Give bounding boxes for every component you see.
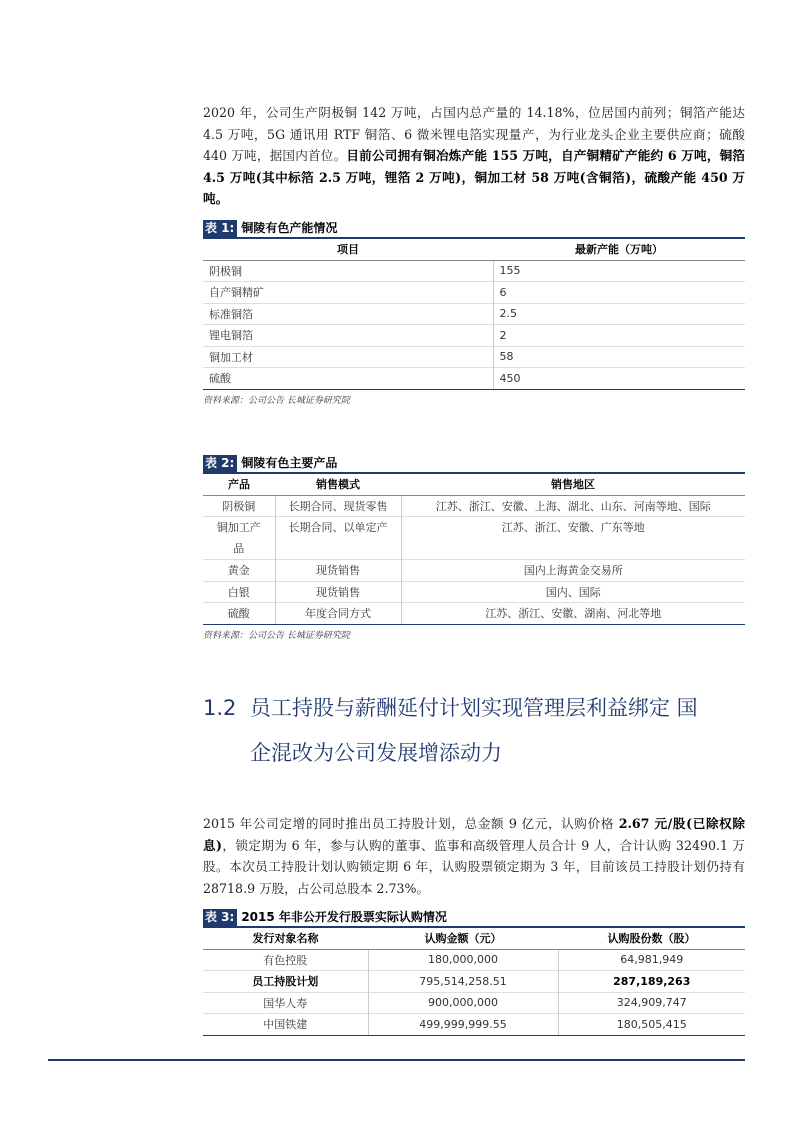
table-row — [203, 282, 745, 304]
table2-cell: 黄金 — [203, 560, 275, 582]
table2-number: 表 2: — [203, 455, 237, 472]
table1-header-row — [203, 239, 745, 260]
table1-cell: 450 — [493, 368, 745, 390]
table2-cell: 江苏、浙江、安徽、湖南、河北等地 — [401, 603, 745, 625]
table-row — [203, 346, 745, 368]
table3-cell: 287,189,263 — [613, 974, 691, 988]
table2-source: 资料来源：公司公告 长城证券研究院 — [203, 631, 350, 641]
table2-cell: 现货销售 — [275, 581, 401, 603]
table-row — [203, 949, 745, 971]
table-row — [203, 368, 745, 390]
table2-cell: 白银 — [203, 581, 275, 603]
table3-cell: 国华人寿 — [203, 992, 368, 1014]
table-row — [203, 517, 745, 560]
table3-cell: 有色控股 — [203, 949, 368, 971]
section-number: 1.2 — [203, 696, 237, 720]
table2-cell: 阴极铜 — [203, 495, 275, 517]
table-row — [203, 581, 745, 603]
table2-cell: 江苏、浙江、安徽、广东等地 — [501, 521, 645, 534]
table2-header-product: 产品 — [203, 474, 275, 495]
table-row — [203, 495, 745, 517]
esop-paragraph — [203, 813, 745, 899]
table1-caption — [203, 220, 745, 239]
table3-header-amount: 认购金额（元） — [368, 928, 558, 949]
table2-header-row — [203, 474, 745, 495]
table2-cell: 国内、国际 — [545, 585, 601, 599]
table2-title: 铜陵有色主要产品 — [241, 456, 338, 470]
table3-cell: 员工持股计划 — [203, 971, 368, 993]
table1-cell: 阴极铜 — [203, 260, 493, 282]
table1-cell: 155 — [499, 264, 521, 278]
table2-cell: 长期合同、现货零售 — [275, 495, 401, 517]
table-row — [203, 260, 745, 282]
table3 — [203, 928, 745, 1036]
table2 — [203, 474, 745, 625]
intro-plain-text: 2020 年，公司生产阴极铜 142 万吨，占国内总产量的 14.18%，位居国内前列；铜箔产能达 4.5 万吨，5G 通讯用 RTF 铜箔、6 微米锂电箔实现量产，为行业龙头企业主要供应商；硫酸 440 万吨，据国内首位。 — [203, 105, 745, 163]
table-row — [203, 1014, 745, 1036]
table-row — [203, 325, 745, 347]
table1-source: 资料来源：公司公告 长城证券研究院 — [203, 396, 350, 406]
table1-cell: 锂电铜箔 — [203, 325, 493, 347]
table3-cell: 中国铁建 — [203, 1014, 368, 1036]
esop-text-1: 2015 年公司定增的同时推出员工持股计划，总金额 9 亿元，认购价格 — [203, 816, 619, 831]
section-title-line1: 员工持股与薪酬延付计划实现管理层利益绑定 国 — [250, 696, 698, 720]
table2-cell: 国内上海黄金交易所 — [523, 564, 623, 578]
table2-cell: 年度合同方式 — [275, 603, 401, 625]
table1-cell: 2 — [499, 328, 507, 342]
table1-header-item: 项目 — [203, 239, 493, 260]
table1-cell: 硫酸 — [203, 368, 493, 390]
table1-cell: 58 — [499, 350, 514, 364]
table-row — [203, 560, 745, 582]
table1-cell: 2.5 — [499, 307, 517, 321]
esop-price-bold: 2.67 元/股(已除权除息) — [203, 816, 745, 853]
table1-cell: 6 — [499, 285, 507, 299]
section-title-line2: 企混改为公司发展增添动力 — [250, 741, 502, 765]
table-row — [203, 603, 745, 625]
table3-header-row — [203, 928, 745, 949]
table-row — [203, 303, 745, 325]
table2-cell: 硫酸 — [203, 603, 275, 625]
table3-caption — [203, 909, 745, 928]
table3-cell: 324,909,747 — [616, 996, 687, 1010]
table2-cell: 铜加工产品 — [203, 517, 275, 560]
table1-number: 表 1: — [203, 220, 237, 237]
table-row — [203, 992, 745, 1014]
table3-cell: 180,505,415 — [558, 1014, 745, 1036]
table1-header-capacity: 最新产能（万吨） — [493, 239, 745, 260]
table-row — [203, 971, 745, 993]
esop-text-2: ，锁定期为 6 年，参与认购的董事、监事和高级管理人员合计 9 人，合计认购 32490.1 万股。本次员工持股计划认购锁定期 6 年，认购股票锁定期为 3 年，目前该员工持股计划仍持有 28718.9 万股，占公司总股本 2.73%。 — [203, 837, 745, 896]
table2-header-region: 销售地区 — [401, 474, 745, 495]
table3-cell: 64,981,949 — [620, 953, 684, 967]
table2-cell: 江苏、浙江、安徽、上海、湖北、山东、河南等地、国际 — [435, 499, 711, 513]
table2-cell: 长期合同、以单定产 — [275, 517, 401, 560]
table1 — [203, 239, 745, 390]
table3-number: 表 3: — [203, 909, 237, 926]
intro-paragraph — [203, 102, 745, 210]
footer-divider — [48, 1059, 745, 1061]
table1-cell: 标准铜箔 — [203, 303, 493, 325]
table1-cell: 铜加工材 — [203, 346, 493, 368]
table1-title: 铜陵有色产能情况 — [241, 221, 338, 235]
table2-caption — [203, 455, 745, 474]
table3-cell: 900,000,000 — [368, 992, 558, 1014]
table3-header-name: 发行对象名称 — [203, 928, 368, 949]
section-heading — [203, 686, 748, 776]
section-heading-line1 — [203, 686, 748, 731]
table3-cell: 795,514,258.51 — [368, 971, 558, 993]
section-heading-line2 — [203, 731, 748, 776]
table3-cell: 180,000,000 — [368, 949, 558, 971]
table3-cell: 499,999,999.55 — [368, 1014, 558, 1036]
table3-title: 2015 年非公开发行股票实际认购情况 — [241, 910, 447, 924]
table3-header-shares: 认购股份数（股） — [558, 928, 745, 949]
table2-cell: 现货销售 — [275, 560, 401, 582]
table1-cell: 自产铜精矿 — [203, 282, 493, 304]
intro-bold-text: 目前公司拥有铜冶炼产能 155 万吨，自产铜精矿产能约 6 万吨，铜箔 4.5 万吨(其中标箔 2.5 万吨，锂箔 2 万吨)，铜加工材 58 万吨(含铜箔)，硫酸产能 450 万吨。 — [203, 148, 745, 206]
table2-header-mode: 销售模式 — [275, 474, 401, 495]
